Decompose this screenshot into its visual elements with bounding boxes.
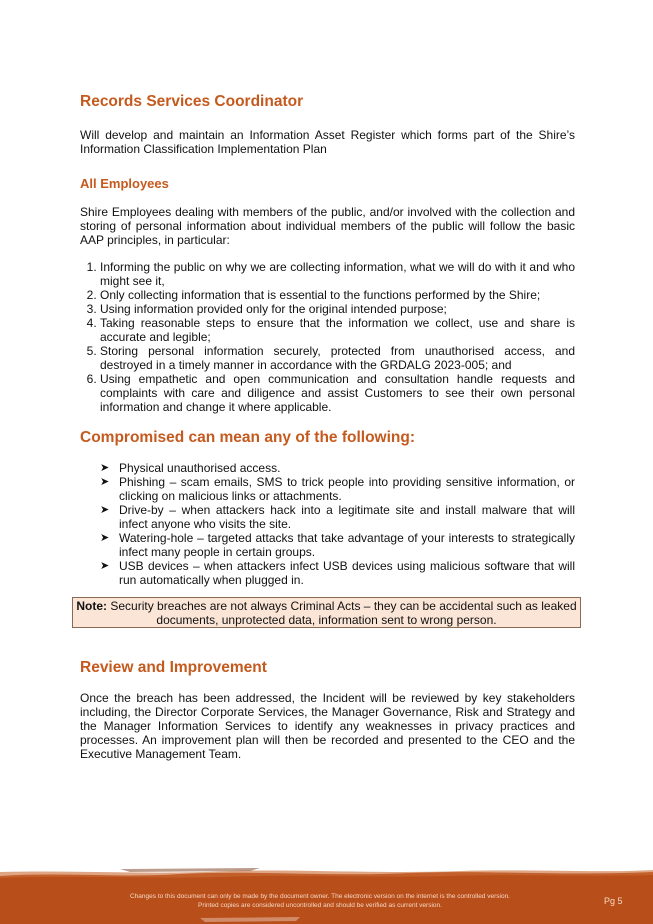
- list-item-text: Drive-by – when attackers hack into a legitimate site and install malware that will infect anyone who visits the site.: [119, 503, 575, 531]
- list-item: 3. Using information provided only for the original intended purpose;: [100, 302, 575, 316]
- list-item: [100, 531, 575, 559]
- list-item: 5. Storing personal information securely, protected from unauthorised access, and destroyed in a timely manner in accordance with the GRDALG 2023-005; and: [100, 344, 575, 372]
- employees-list: [60, 260, 575, 414]
- review-heading: Review and Improvement: [80, 659, 267, 676]
- arrow-bullet-icon: ➤: [100, 476, 110, 488]
- review-text: Once the breach has been addressed, the Incident will be reviewed by key stakeholders including, the Director Corporate Services, the Manager Governance, Risk and Strategy and the Manager Information Services to identify any weaknesses in privacy practices and processes. An improvement plan will then be recorded and presented to the CEO and the Executive Management Team.: [80, 691, 575, 761]
- employees-heading: All Employees: [80, 176, 169, 191]
- list-item: [100, 503, 575, 531]
- records-text: Will develop and maintain an Information Asset Register which forms part of the Shire’s Information Classification Implementation Plan: [80, 128, 575, 156]
- list-item-text: Phishing – scam emails, SMS to trick people into providing sensitive information, or clicking on malicious links or attachments.: [119, 475, 575, 503]
- note-label: Note:: [76, 599, 108, 613]
- list-item-text: Watering-hole – targeted attacks that take advantage of your interests to strategically infect many people in certain groups.: [119, 531, 575, 559]
- arrow-bullet-icon: ➤: [100, 504, 110, 516]
- list-item: [100, 559, 575, 587]
- footer-disclaimer: [90, 892, 550, 910]
- note-text: Security breaches are not always Criminal Acts – they can be accidental such as leaked documents, unprotected data, information sent to wrong person.: [110, 599, 577, 627]
- arrow-bullet-icon: ➤: [100, 560, 110, 572]
- list-item: [100, 461, 575, 475]
- list-item: 4. Taking reasonable steps to ensure that the information we collect, use and share is accurate and legible;: [100, 316, 575, 344]
- footer-line-2: Printed copies are considered uncontrolled and should be verified as current version.: [198, 902, 442, 909]
- compromised-list: [80, 461, 575, 587]
- list-item: 6. Using empathetic and open communication and consultation handle requests and complaints with care and diligence and assist Customers to see their own personal information and change it where applicable.: [100, 372, 575, 414]
- list-item-text: Physical unauthorised access.: [119, 461, 281, 475]
- records-heading: Records Services Coordinator: [80, 93, 304, 110]
- list-item: 2. Only collecting information that is essential to the functions performed by the Shire;: [100, 288, 575, 302]
- list-item-text: USB devices – when attackers infect USB devices using malicious software that will run automatically when plugged in.: [119, 559, 575, 587]
- compromised-heading: Compromised can mean any of the following:: [80, 429, 416, 446]
- list-item: 1. Informing the public on why we are collecting information, what we will do with it and who might see it,: [100, 260, 575, 288]
- employees-intro: Shire Employees dealing with members of the public, and/or involved with the collection and storing of personal information about individual members of the public will follow the basic AAP principles, in particular:: [80, 205, 575, 247]
- review-section: [80, 658, 575, 761]
- arrow-bullet-icon: ➤: [100, 462, 110, 474]
- note-box: [72, 597, 581, 628]
- list-item: [100, 475, 575, 503]
- arrow-bullet-icon: ➤: [100, 532, 110, 544]
- footer-line-1: Changes to this document can only be made by the document owner. The electronic version on the internet is the controlled version.: [130, 893, 510, 900]
- page-content: [80, 92, 575, 587]
- page-number: Pg 5: [604, 896, 623, 906]
